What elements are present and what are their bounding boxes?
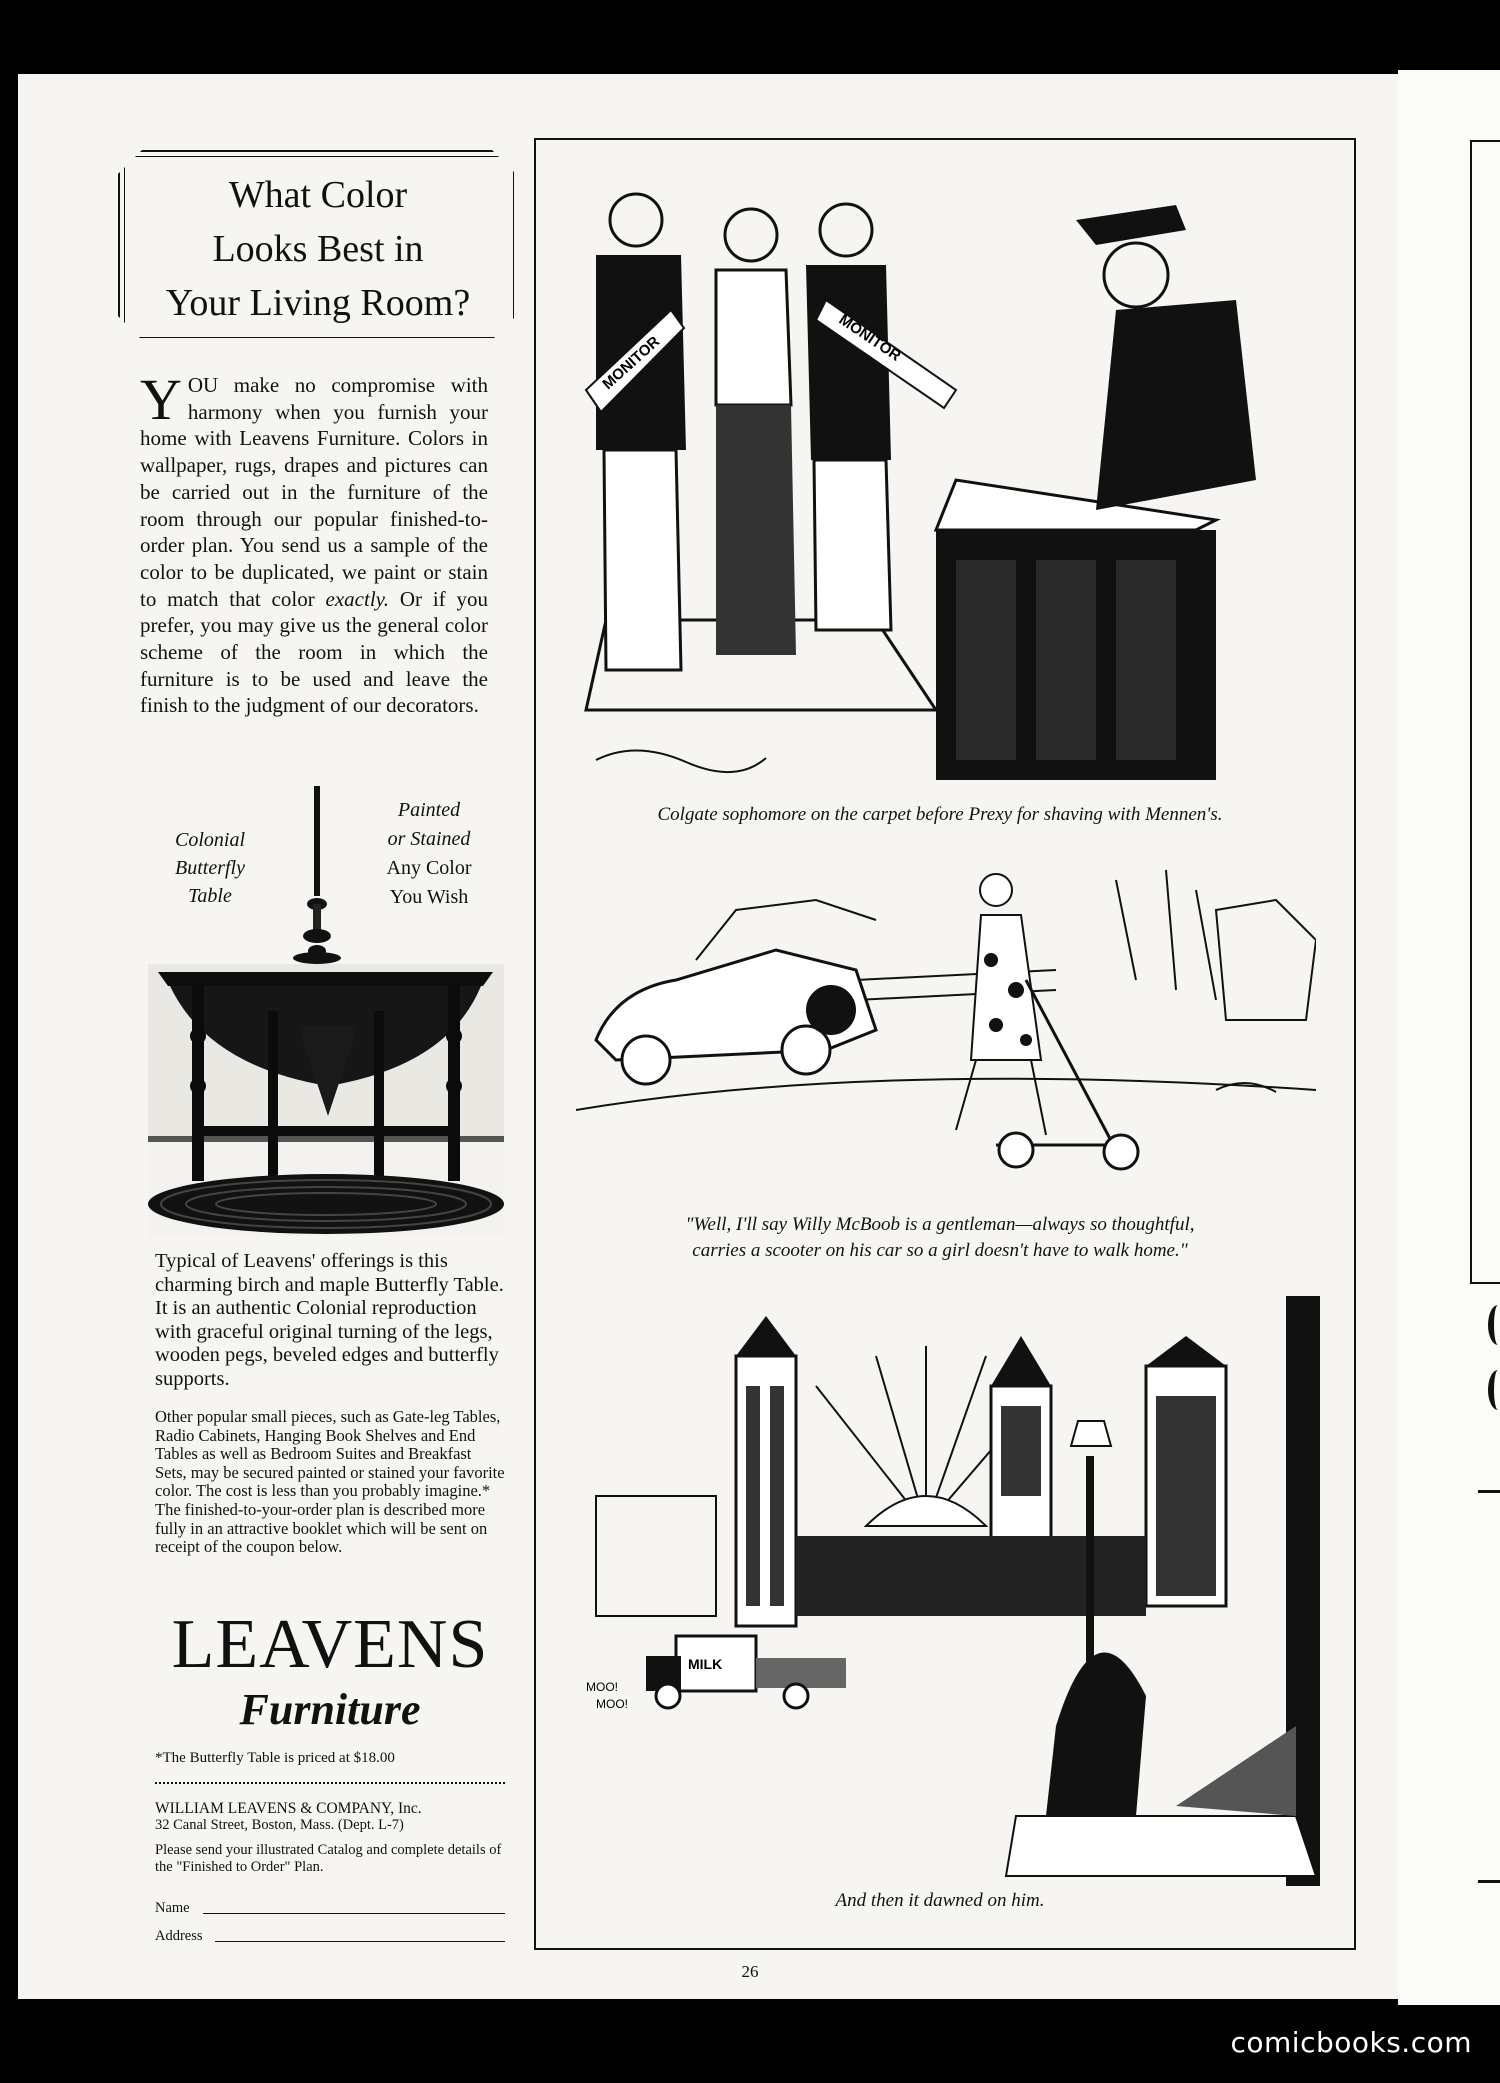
cartoon-caption: And then it dawned on him.: [835, 1890, 1045, 1911]
moo-text: MOO!: [596, 1697, 628, 1711]
cartoon-scooter: [576, 860, 1316, 1200]
company-name: WILLIAM LEAVENS & COMPANY, Inc.: [155, 1800, 422, 1817]
moo-text: MOO!: [586, 1680, 618, 1694]
ad-typical-text: Typical of Leavens' offerings is this charming birch and maple Butterfly Table. It is an authentic Colonial reproduction with graceful original turning of the legs, wooden pegs, beveled edges and butterfly supports.: [155, 1250, 504, 1390]
ad-title: What Color Looks Best in Your Living Room?: [165, 174, 471, 324]
sash-label: MONITOR: [599, 333, 664, 393]
ad-small-print: Other popular small pieces, such as Gate-leg Tables, Radio Cabinets, Hanging Book Shelves and End Tables as well as Bedroom Suites and Breakfast Sets, may be secured painted or stained your favorite color. The cost is less than you probably imagine.* The finished-to-your-order plan is described more fully in an attractive booklet which will be sent on receipt of the coupon below.: [155, 1407, 505, 1557]
next-page-box: [1470, 140, 1500, 1284]
truck-label: MILK: [688, 1656, 723, 1672]
price-note: *The Butterfly Table is priced at $18.00: [155, 1750, 395, 1766]
butterfly-table-photo: [148, 786, 504, 1236]
address-label: Address: [155, 1928, 203, 1944]
brand-script: Furniture: [239, 1685, 421, 1734]
product-caption: Colonial Butterfly Table: [174, 829, 245, 907]
coupon-cut-line: [155, 1782, 505, 1784]
drop-cap: Y: [140, 367, 182, 432]
name-label: Name: [155, 1900, 190, 1916]
page-number: 26: [741, 1962, 759, 1981]
brand-logo: LEAVENS: [171, 1606, 489, 1683]
watermark: comicbooks.com: [1230, 2026, 1472, 2059]
cartoon-caption: "Well, I'll say Willy McBoob is a gentleman—always so thoughtful, carries a scooter on his car so a girl doesn't have to walk home.": [685, 1214, 1195, 1261]
sash-label: MONITOR: [835, 311, 904, 365]
company-address: 32 Canal Street, Boston, Mass. (Dept. L-7): [155, 1817, 404, 1833]
cartoon-dawn: [576, 1296, 1326, 1886]
cartoon-prexy: [576, 150, 1316, 800]
coupon-name-field[interactable]: [155, 1900, 505, 1917]
ad-body-text: YOU make no compromise with harmony when you furnish your home with Leavens Furniture. Colors in wallpaper, rugs, drapes and pictures can be carried out in the furniture of the room through our popular finished-to-order plan. You send us a sample of the color to be duplicated, we paint or stain to match that color exactly. Or if you prefer, you may give us the general color scheme of the room in which the furniture is to be used and leave the finish to the judgment of our decorators.: [140, 367, 488, 718]
coupon-request: Please send your illustrated Catalog and complete details of the "Finished to Order" Plan.: [155, 1842, 502, 1875]
coupon-address-field[interactable]: [155, 1928, 505, 1945]
finish-caption: Painted or Stained Any Color You Wish: [386, 799, 472, 908]
next-page-rule: [1478, 1490, 1500, 1493]
next-page-rule: [1478, 1880, 1500, 1883]
cartoon-caption: Colgate sophomore on the carpet before Prexy for shaving with Mennen's.: [657, 804, 1223, 825]
